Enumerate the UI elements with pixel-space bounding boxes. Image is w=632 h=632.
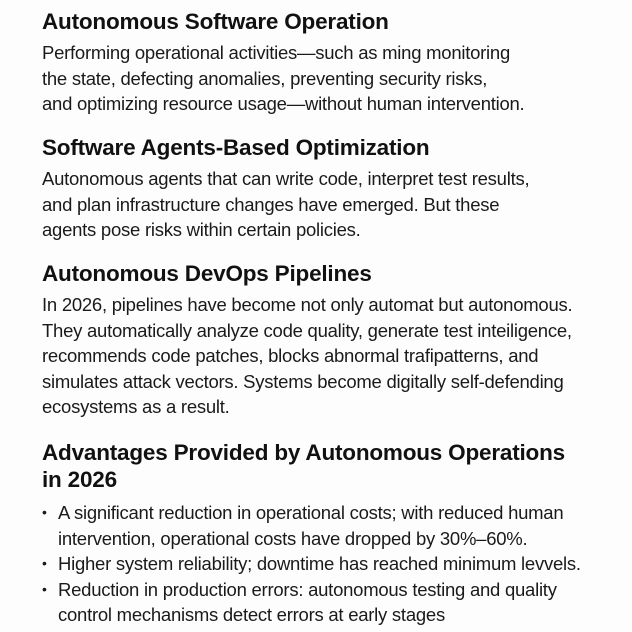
list-item-line: control mechanisms detect errors at early stages <box>58 604 445 625</box>
paragraph-line: In 2026, pipelines have become not only automat but autonomous. <box>42 294 573 315</box>
list-item <box>42 500 632 551</box>
section-heading: Software Agents-Based Optimization <box>42 135 430 160</box>
list-item <box>42 577 632 628</box>
bullet-icon: • <box>42 555 47 571</box>
bullet-icon: • <box>42 580 47 597</box>
advantages-list <box>42 500 632 628</box>
section-paragraph <box>42 292 632 420</box>
paragraph-line: and plan infrastructure changes have emerged. But these <box>42 193 500 215</box>
section-paragraph <box>42 166 632 243</box>
paragraph-line: simulates attack vectors. Systems become digitally self-defending <box>42 370 564 392</box>
heading-line: Advantages Provided by Autonomous Operations <box>42 440 565 465</box>
section-autonomous-software-operation <box>42 8 632 117</box>
paragraph-line: ecosystems as a result. <box>42 396 230 417</box>
paragraph-line: Performing operational activities—such as ming monitoring <box>42 42 510 63</box>
list-item-line: Higher system reliability; downtime has reached minimum levvels. <box>58 553 581 574</box>
section-software-agents-optimization <box>42 134 632 243</box>
section-paragraph <box>42 40 632 117</box>
list-item-line: Reduction in production errors: autonomous testing and quality <box>58 578 557 600</box>
heading-line: in 2026 <box>42 467 117 492</box>
paragraph-line: They automatically analyze code quality, generate test inteiligence, <box>42 319 572 341</box>
paragraph-line: the state, defecting anomalies, preventing security risks, <box>42 67 488 89</box>
paragraph-line: agents pose risks within certain policies. <box>42 219 361 240</box>
bullet-icon: • <box>42 504 47 520</box>
list-item-line: intervention, operational costs have dropped by 30%–60%. <box>58 527 528 549</box>
paragraph-line: recommends code patches, blocks abnormal trafipatterns, and <box>42 345 539 366</box>
section-heading: Autonomous DevOps Pipelines <box>42 261 372 286</box>
section-advantages-2026 <box>42 439 632 628</box>
list-item-line: A significant reduction in operational costs; with reduced human <box>58 502 564 523</box>
section-autonomous-devops-pipelines <box>42 260 632 420</box>
section-heading: Autonomous Software Operation <box>42 9 389 34</box>
paragraph-line: Autonomous agents that can write code, interpret test results, <box>42 168 530 189</box>
list-item <box>42 551 632 577</box>
section-heading <box>42 439 632 493</box>
paragraph-line: and optimizing resource usage—without human intervention. <box>42 93 525 114</box>
